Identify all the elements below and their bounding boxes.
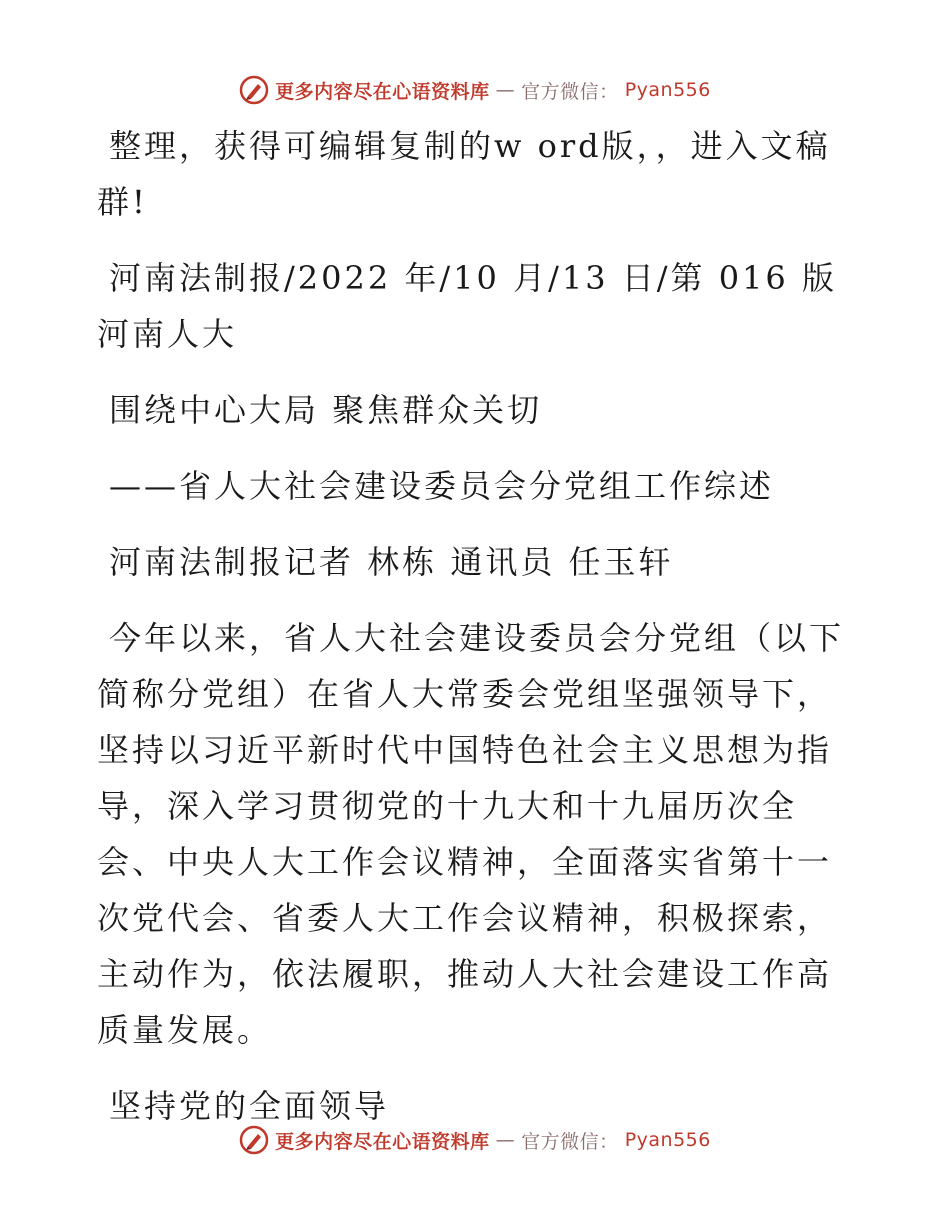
footer-watermark <box>0 1120 950 1160</box>
watermark-dash: — <box>495 79 516 101</box>
header-watermark <box>0 70 950 110</box>
watermark-brand: 更多内容尽在心语资料库 <box>275 1130 490 1153</box>
pen-logo-icon <box>239 75 269 105</box>
pen-logo-icon <box>239 1125 269 1155</box>
watermark-wechat-id: Pyan556 <box>624 79 711 101</box>
intro-note: 整理，获得可编辑复制的w ord版，，进入文稿群! <box>97 127 831 221</box>
watermark-wechat-id: Pyan556 <box>624 1129 711 1151</box>
watermark-wechat-label: 官方微信： <box>521 80 619 103</box>
section-heading: 坚持党的全面领导 <box>109 1087 390 1125</box>
body-paragraph: 今年以来，省人大社会建设委员会分党组（以下简称分党组）在省人大常委会党组坚强领导下，坚持以习近平新时代中国特色社会主义思想为指导，深入学习贯彻党的十九大和十九届历次全会、中央人大工作会议精神，全面落实省第十一次党代会、省委人大工作会议精神，积极探索，主动作为，依法履职，推动人大社会建设工作高质量发展。 <box>97 619 845 1049</box>
document-body <box>97 118 857 1154</box>
watermark-brand: 更多内容尽在心语资料库 <box>275 80 490 103</box>
watermark-dash: — <box>495 1129 516 1151</box>
article-title: 围绕中心大局 聚焦群众关切 <box>109 391 543 429</box>
watermark-wechat-label: 官方微信： <box>521 1130 619 1153</box>
source-line: 河南法制报/2022 年/10 月/13 日/第 016 版河南人大 <box>97 259 837 353</box>
byline: 河南法制报记者 林栋 通讯员 任玉轩 <box>109 543 674 581</box>
article-subtitle: ——省人大社会建设委员会分党组工作综述 <box>109 467 775 505</box>
